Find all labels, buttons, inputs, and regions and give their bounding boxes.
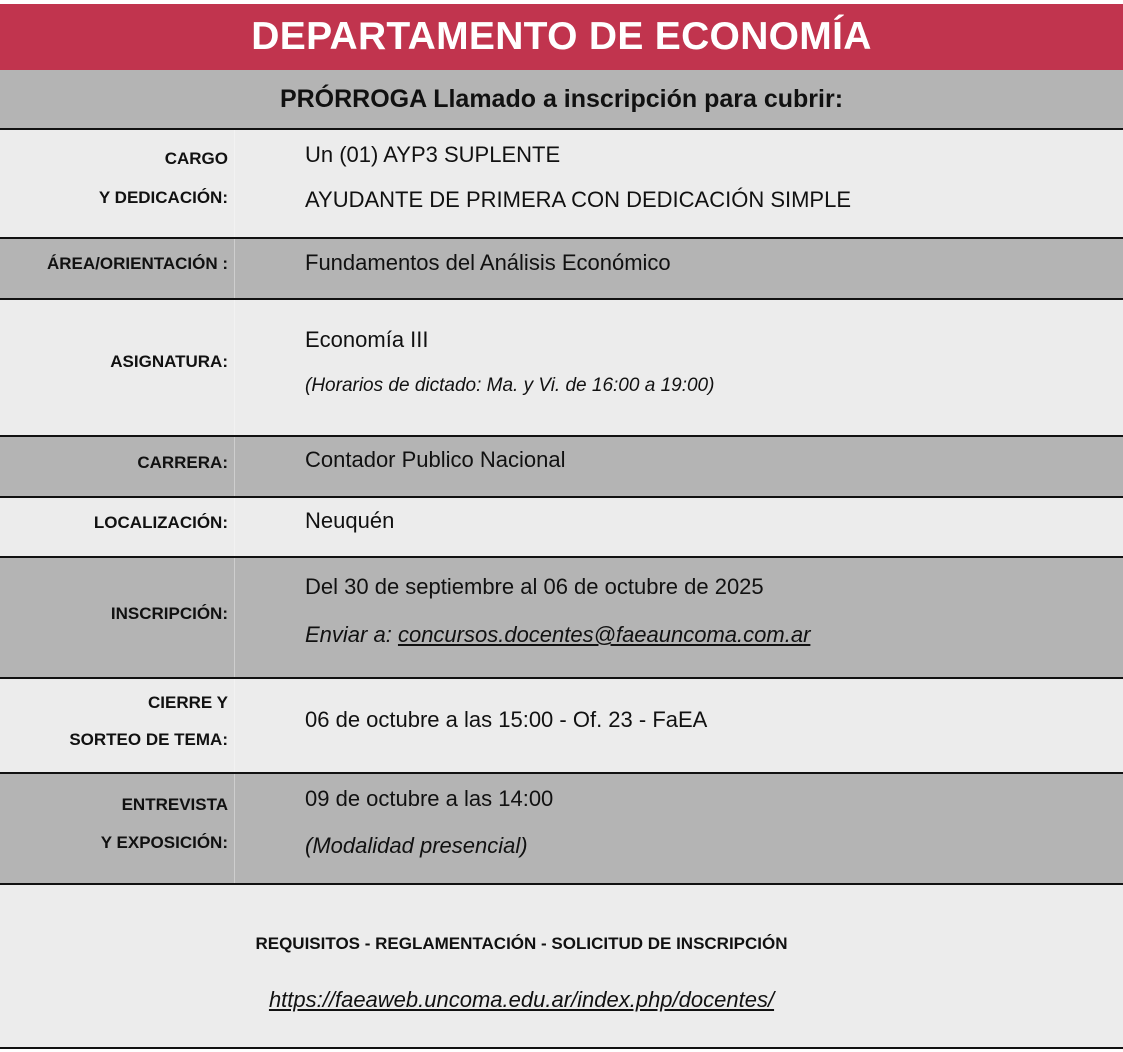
cargo-label-line2: Y DEDICACIÓN: [98, 188, 228, 207]
cierre-label-line1: CIERRE Y [148, 693, 228, 712]
cargo-value-line1: Un (01) AYP3 SUPLENTE [305, 142, 561, 167]
localizacion-label: LOCALIZACIÓN: [93, 513, 228, 532]
entrevista-value: 09 de octubre a las 14:00 [305, 786, 554, 811]
entrevista-note: (Modalidad presencial) [305, 833, 528, 858]
asignatura-value: Economía III [305, 327, 429, 352]
inscripcion-label: INSCRIPCIÓN: [110, 604, 228, 623]
asignatura-label: ASIGNATURA: [110, 352, 228, 371]
cierre-value: 06 de octubre a las 15:00 - Of. 23 - FaEA [305, 707, 708, 732]
cierre-label-line2: SORTEO DE TEMA: [69, 730, 228, 749]
page-title: DEPARTAMENTO DE ECONOMÍA [0, 4, 1123, 70]
area-label: ÁREA/ORIENTACIÓN : [46, 254, 228, 273]
divider [0, 1047, 1123, 1049]
inscripcion-value: Del 30 de septiembre al 06 de octubre de 2025 [305, 574, 764, 599]
row-cargo [0, 130, 1123, 237]
page-subtitle: PRÓRROGA Llamado a inscripción para cubrir: [0, 70, 1123, 129]
carrera-label: CARRERA: [137, 453, 228, 472]
row-entrevista [0, 774, 1123, 883]
localizacion-value: Neuquén [305, 508, 395, 533]
row-area [0, 239, 1123, 298]
email-link[interactable]: concursos.docentes@faeauncoma.com.ar [397, 622, 811, 647]
row-localizacion [0, 498, 1123, 556]
row-cierre [0, 679, 1123, 772]
asignatura-note: (Horarios de dictado: Ma. y Vi. de 16:00 a 19:00) [305, 375, 715, 396]
entrevista-label-line1: ENTREVISTA [121, 795, 228, 814]
row-asignatura [0, 300, 1123, 435]
cargo-label-line1: CARGO [164, 149, 228, 168]
cargo-value-line2: AYUDANTE DE PRIMERA CON DEDICACIÓN SIMPLE [305, 187, 852, 212]
carrera-value: Contador Publico Nacional [305, 447, 566, 472]
send-prefix: Enviar a: [305, 622, 392, 647]
area-value: Fundamentos del Análisis Económico [305, 250, 671, 275]
inscripcion-send [305, 622, 810, 648]
footer [0, 885, 1123, 1047]
entrevista-label-line2: Y EXPOSICIÓN: [100, 833, 228, 852]
footer-title: REQUISITOS - REGLAMENTACIÓN - SOLICITUD DE INSCRIPCIÓN [255, 934, 788, 953]
row-carrera [0, 437, 1123, 496]
row-inscripcion [0, 558, 1123, 677]
footer-link[interactable]: https://faeaweb.uncoma.edu.ar/index.php/docentes/ [268, 987, 775, 1012]
